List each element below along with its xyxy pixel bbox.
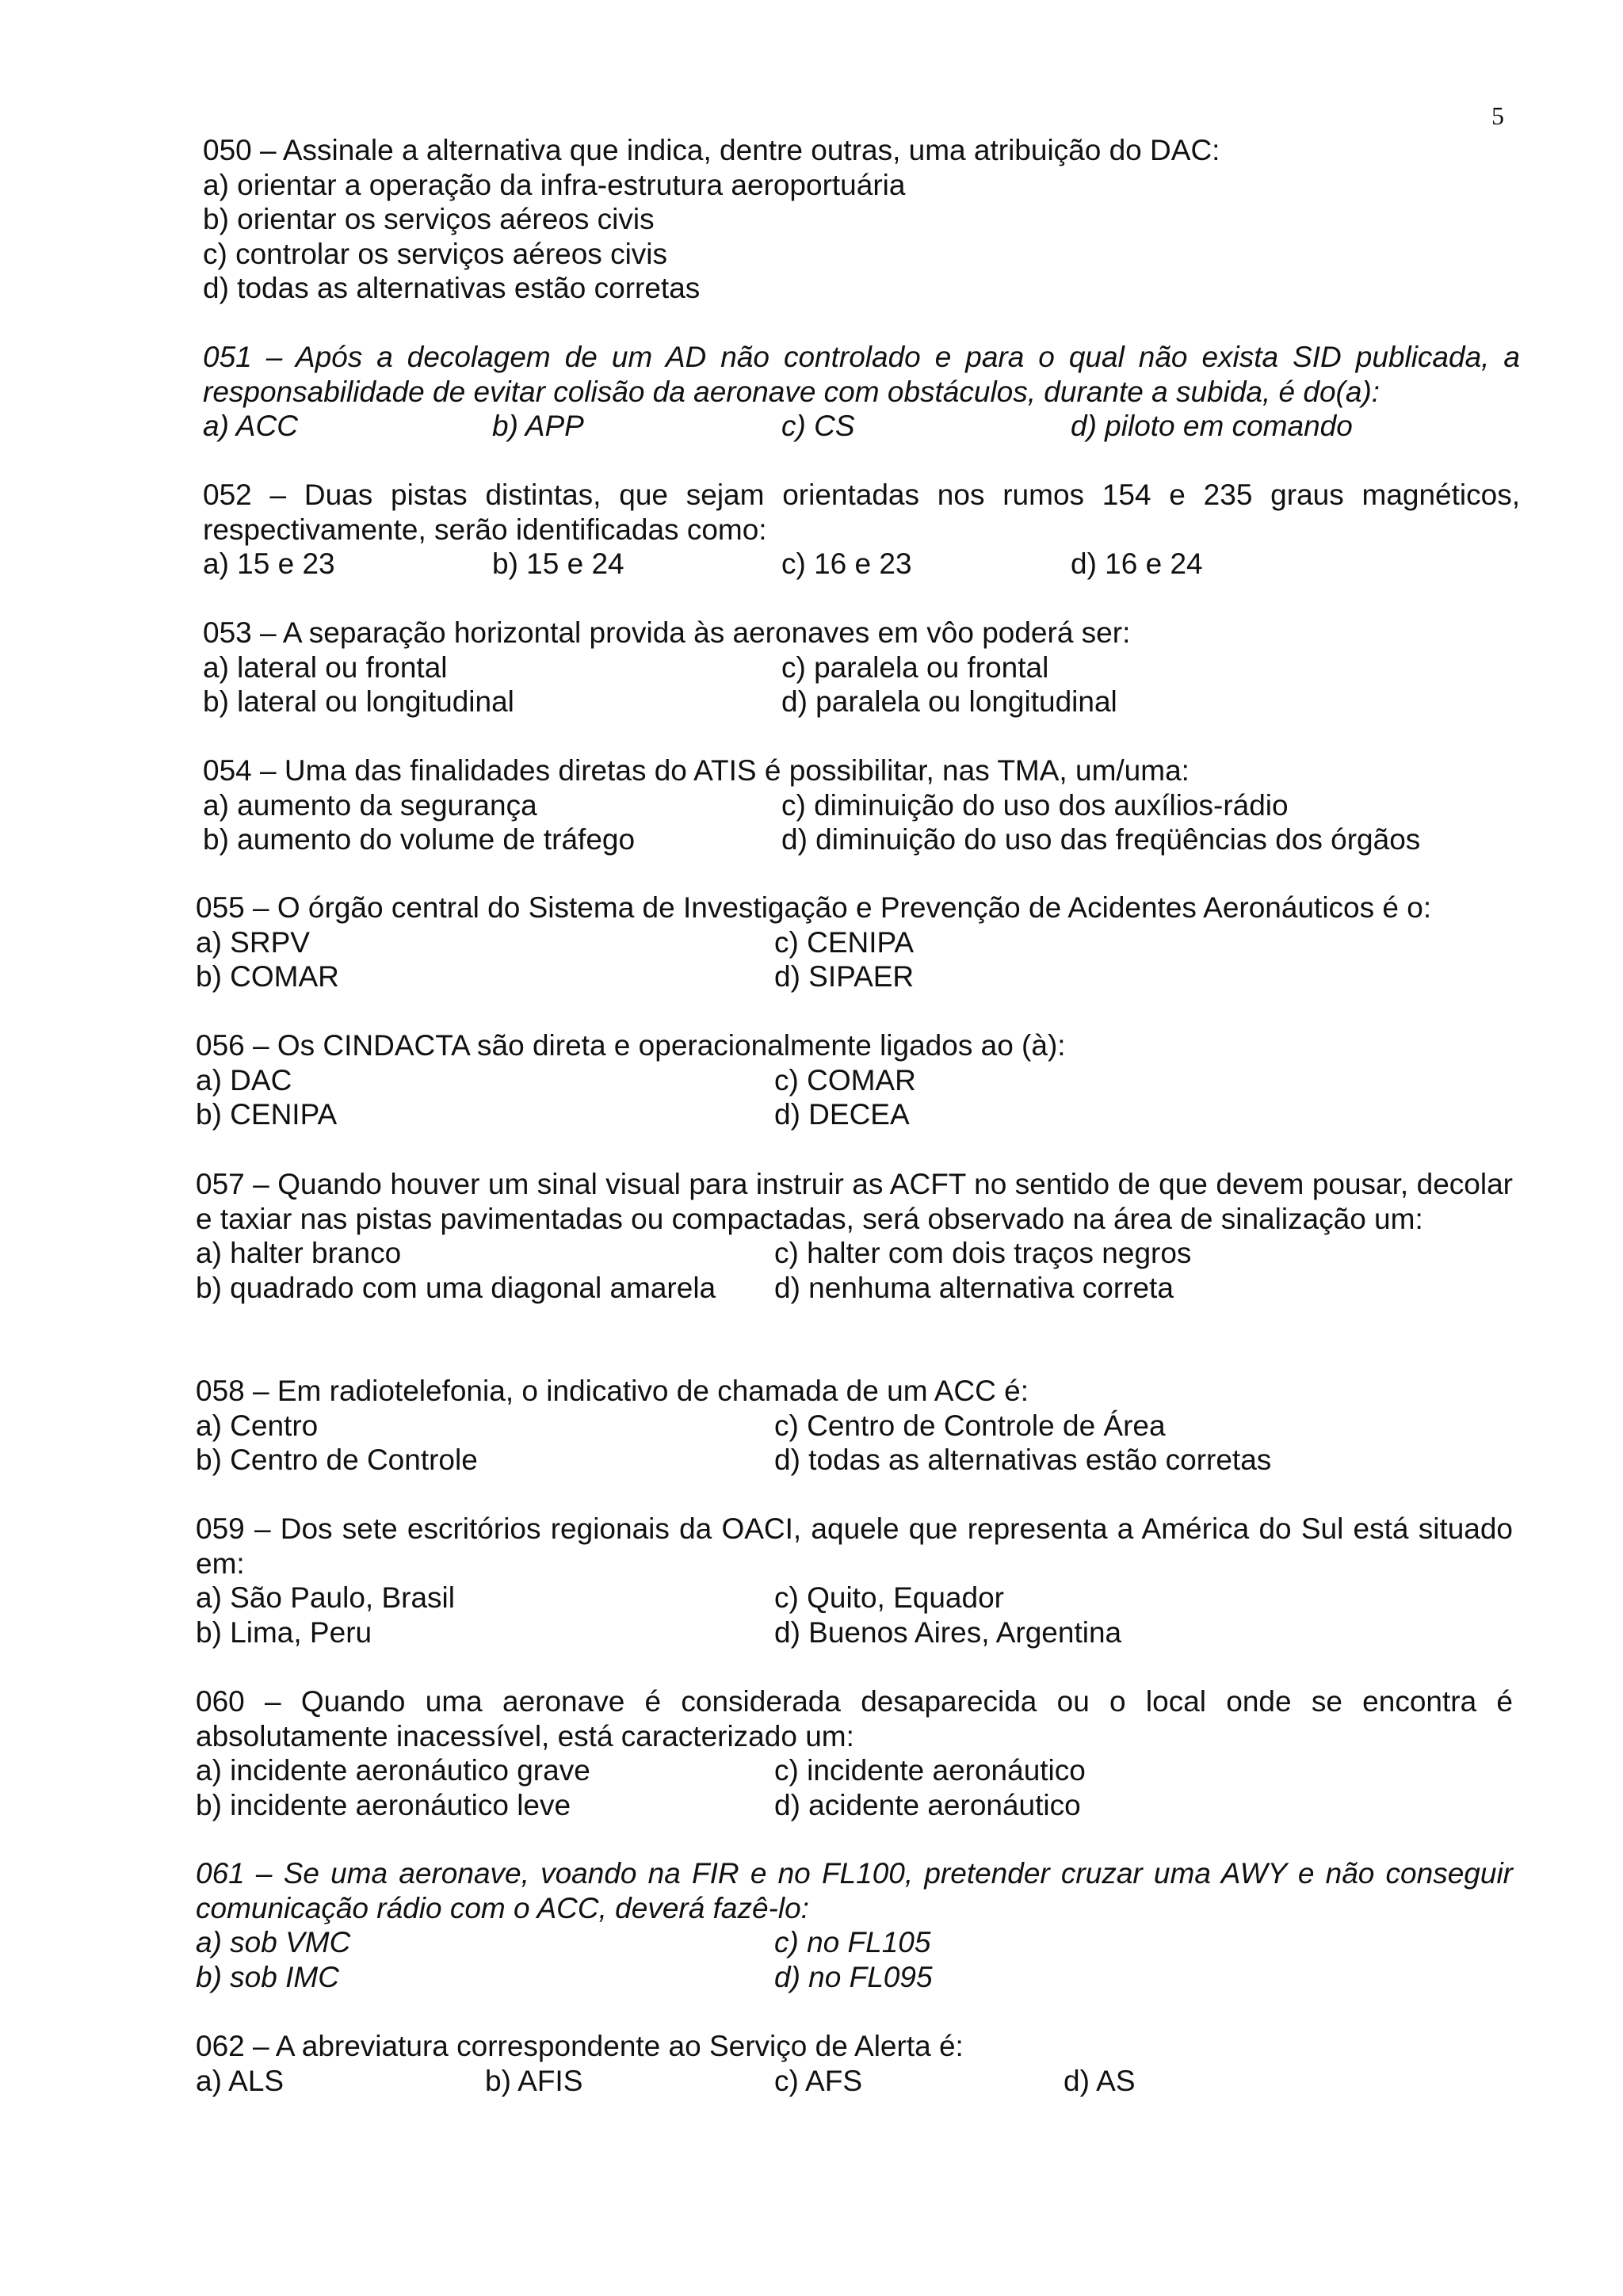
question-052: [203, 478, 1520, 582]
option-d: d) nenhuma alternativa correta: [774, 1271, 1174, 1304]
options-row: [196, 925, 1513, 960]
options-row: [196, 1443, 1513, 1478]
option-b: b) Centro de Controle: [196, 1444, 478, 1476]
option-d: d) SIPAER: [774, 960, 915, 993]
option-c: c) AFS: [774, 2064, 863, 2097]
option-b: b) CENIPA: [196, 1098, 338, 1131]
options-row: [196, 1271, 1513, 1306]
option-d: d) todas as alternativas estão corretas: [774, 1444, 1272, 1476]
option-b: b) AFIS: [485, 2064, 583, 2097]
question-stem: 060 – Quando uma aeronave é considerada desaparecida ou o local onde se encontra é absolutamente inacessível, está caracterizado um:: [196, 1685, 1513, 1753]
question-062: [196, 2029, 1513, 2098]
options-row: [203, 685, 1520, 719]
question-stem: 052 – Duas pistas distintas, que sejam orientadas nos rumos 154 e 235 graus magnéticos, respectivamente, serão identificadas como:: [203, 479, 1520, 546]
option-a: a) SRPV: [196, 925, 310, 959]
option-c: c) Centro de Controle de Área: [774, 1409, 1166, 1442]
option-d: d) acidente aeronáutico: [774, 1788, 1081, 1821]
option-c: c) 16 e 23: [781, 547, 912, 580]
question-060: [196, 1684, 1513, 1822]
question-058: [196, 1374, 1513, 1478]
question-054: [203, 753, 1520, 857]
option-a: a) Centro: [196, 1409, 319, 1442]
option-b: b) incidente aeronáutico leve: [196, 1788, 571, 1821]
option-b: b) Lima, Peru: [196, 1615, 372, 1649]
option-b: b) aumento do volume de tráfego: [203, 823, 636, 856]
options-row: [196, 2064, 1513, 2099]
option-b: b) lateral ou longitudinal: [203, 685, 514, 718]
option-d: d) Buenos Aires, Argentina: [774, 1615, 1122, 1649]
option-b: b) sob IMC: [196, 1960, 339, 1993]
option-d: d) paralela ou longitudinal: [781, 685, 1117, 718]
option-c: c) CENIPA: [774, 925, 915, 959]
options-row: [203, 409, 1520, 444]
option-d: d) diminuição do uso das freqüências dos órgãos: [781, 823, 1421, 856]
options-row: [203, 822, 1520, 857]
option-c: c) controlar os serviços aéreos civis: [203, 237, 668, 270]
options-row: [196, 1097, 1513, 1132]
question-stem: 050 – Assinale a alternativa que indica, dentre outras, uma atribuição do DAC:: [203, 134, 1220, 166]
options-row: [196, 1615, 1513, 1650]
option-a: a) São Paulo, Brasil: [196, 1581, 456, 1614]
option-c: c) diminuição do uso dos auxílios-rádio: [781, 788, 1289, 822]
question-056: [196, 1028, 1513, 1132]
options-row: [196, 1960, 1513, 1995]
option-d: d) piloto em comando: [1071, 410, 1353, 442]
option-a: a) ACC: [203, 410, 298, 442]
option-a: a) DAC: [196, 1063, 292, 1097]
option-c: c) COMAR: [774, 1063, 916, 1097]
question-stem: 056 – Os CINDACTA são direta e operacionalmente ligados ao (à):: [196, 1029, 1066, 1062]
option-a: a) orientar a operação da infra-estrutura aeroportuária: [203, 168, 906, 201]
option-a: a) aumento da segurança: [203, 788, 537, 822]
options-row: [196, 1063, 1513, 1098]
option-b: b) orientar os serviços aéreos civis: [203, 203, 655, 235]
options-row: [196, 1581, 1513, 1615]
question-stem: 059 – Dos sete escritórios regionais da OACI, aquele que representa a América do Sul está situado em:: [196, 1512, 1513, 1580]
option-c: c) paralela ou frontal: [781, 650, 1049, 684]
question-stem: 061 – Se uma aeronave, voando na FIR e no FL100, pretender cruzar uma AWY e não conseguir comunicação rádio com o ACC, deverá fazê-lo:: [196, 1857, 1513, 1924]
option-c: c) no FL105: [774, 1926, 931, 1958]
option-d: d) no FL095: [774, 1960, 933, 1993]
question-stem: 057 – Quando houver um sinal visual para instruir as ACFT no sentido de que devem pousar, decolar e taxiar nas pistas pavimentadas ou compactadas, será observado na área de sinalização um:: [196, 1168, 1513, 1235]
question-stem: 053 – A separação horizontal provida às aeronaves em vôo poderá ser:: [203, 616, 1131, 649]
question-stem: 058 – Em radiotelefonia, o indicativo de chamada de um ACC é:: [196, 1375, 1029, 1407]
option-c: c) CS: [781, 410, 855, 442]
question-061: [196, 1856, 1513, 1994]
question-050: [203, 133, 1520, 306]
option-b: b) APP: [492, 410, 584, 442]
question-055: [196, 891, 1513, 994]
option-d: d) DECEA: [774, 1098, 910, 1131]
option-a: a) lateral ou frontal: [203, 650, 448, 684]
option-a: a) 15 e 23: [203, 547, 335, 580]
options-row: [196, 1788, 1513, 1823]
option-d: d) AS: [1064, 2064, 1136, 2097]
option-b: b) quadrado com uma diagonal amarela: [196, 1271, 716, 1304]
question-057: [196, 1167, 1513, 1305]
options-row: [196, 1409, 1513, 1444]
options-row: [203, 547, 1520, 582]
question-stem: 054 – Uma das finalidades diretas do ATIS é possibilitar, nas TMA, um/uma:: [203, 754, 1190, 787]
option-c: c) halter com dois traços negros: [774, 1237, 1192, 1269]
question-053: [203, 616, 1520, 719]
option-d: d) 16 e 24: [1071, 547, 1203, 580]
question-051: [203, 340, 1520, 444]
option-c: c) Quito, Equador: [774, 1581, 1004, 1614]
options-row: [203, 788, 1520, 823]
options-row: [196, 959, 1513, 994]
question-stem: 062 – A abreviatura correspondente ao Serviço de Alerta é:: [196, 2030, 964, 2062]
question-stem: 051 – Após a decolagem de um AD não controlado e para o qual não exista SID publicada, a responsabilidade de evitar colisão da aeronave com obstáculos, durante a subida, é do(a):: [203, 341, 1520, 408]
option-b: b) COMAR: [196, 960, 339, 993]
question-stem: 055 – O órgão central do Sistema de Investigação e Prevenção de Acidentes Aeronáuticos é o:: [196, 891, 1432, 924]
options-row: [196, 1236, 1513, 1271]
option-d: d) todas as alternativas estão corretas: [203, 272, 701, 304]
option-c: c) incidente aeronáutico: [774, 1754, 1086, 1787]
options-row: [196, 1753, 1513, 1788]
options-row: [203, 650, 1520, 685]
option-a: a) halter branco: [196, 1237, 402, 1269]
options-row: [196, 1925, 1513, 1960]
option-a: a) ALS: [196, 2064, 285, 2097]
option-a: a) incidente aeronáutico grave: [196, 1754, 590, 1787]
question-059: [196, 1512, 1513, 1650]
page-number: 5: [1491, 101, 1504, 130]
option-a: a) sob VMC: [196, 1926, 351, 1958]
option-b: b) 15 e 24: [492, 547, 624, 580]
